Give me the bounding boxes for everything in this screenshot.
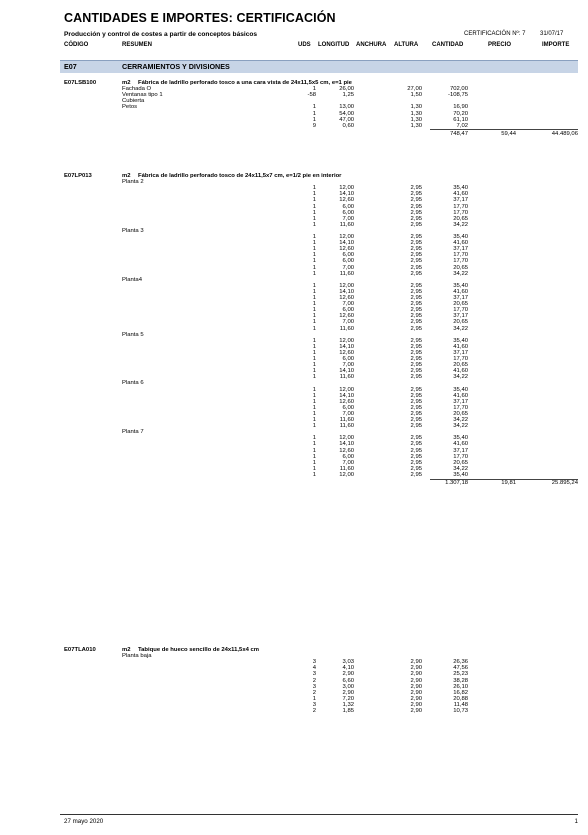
measurement-cantidad: 20,65 xyxy=(453,362,468,369)
measurement-uds: 3 xyxy=(312,683,316,690)
measurement-altura: 1,30 xyxy=(410,104,422,111)
measurement-cantidad: 26,36 xyxy=(453,659,468,666)
measurement-altura: 2,95 xyxy=(410,295,422,301)
item-amount: 25.895,24 xyxy=(551,480,578,487)
measurement-uds: 1 xyxy=(312,116,316,123)
item-code: E07TLA010 xyxy=(64,647,96,653)
column-header-code: CÓDIGO xyxy=(64,42,89,48)
measurement-altura: 2,95 xyxy=(410,221,422,228)
measurement-longitud: 6,00 xyxy=(342,252,354,259)
measurement-altura: 2,95 xyxy=(410,252,422,259)
measurement-altura: 2,95 xyxy=(410,465,422,472)
item-code: E07LP013 xyxy=(64,173,92,179)
measurement-uds: 1 xyxy=(312,288,316,295)
measurement-cantidad: 34,22 xyxy=(453,221,468,228)
measurement-uds: 1 xyxy=(312,252,316,259)
measurement-altura: 2,95 xyxy=(410,392,422,399)
measurement-longitud: 12,00 xyxy=(339,386,354,393)
measurement-uds: 1 xyxy=(312,270,316,277)
measurement-cantidad: 37,17 xyxy=(453,349,468,356)
measurement-cantidad: 34,22 xyxy=(453,417,468,423)
measurement-cantidad: -108,75 xyxy=(448,92,468,99)
measurement-longitud: 7,00 xyxy=(342,301,354,308)
measurement-uds: 1 xyxy=(312,356,316,362)
measurement-altura: 2,95 xyxy=(410,374,422,381)
measurement-longitud: 7,00 xyxy=(342,264,354,271)
measurement-altura: 2,95 xyxy=(410,356,422,362)
measurement-longitud: 11,60 xyxy=(339,325,354,332)
measurement-cantidad: 37,17 xyxy=(453,295,468,301)
measurement-cantidad: 37,17 xyxy=(453,197,468,204)
measurement-altura: 2,95 xyxy=(410,240,422,247)
measurement-longitud: 3,00 xyxy=(342,683,354,690)
measurement-altura: 2,95 xyxy=(410,459,422,466)
measurement-longitud: 12,60 xyxy=(339,246,354,253)
measurement-longitud: 6,00 xyxy=(342,404,354,411)
measurement-altura: 1,30 xyxy=(410,116,422,123)
measurement-cantidad: 37,17 xyxy=(453,447,468,454)
measurement-cantidad: 35,40 xyxy=(453,234,468,240)
measurement-longitud: 1,25 xyxy=(342,92,354,99)
measurement-altura: 2,90 xyxy=(410,695,422,702)
measurement-uds: 1 xyxy=(312,695,316,702)
measurement-cantidad: 41,60 xyxy=(453,343,468,350)
measurement-altura: 2,95 xyxy=(410,234,422,240)
measurement-longitud: 7,00 xyxy=(342,362,354,369)
measurement-altura: 2,95 xyxy=(410,307,422,314)
measurement-cantidad: 61,10 xyxy=(453,116,468,123)
measurement-cantidad: 17,70 xyxy=(453,307,468,314)
measurement-altura: 2,90 xyxy=(410,671,422,678)
measurement-cantidad: 37,17 xyxy=(453,313,468,320)
measurement-uds: 1 xyxy=(312,362,316,369)
measurement-longitud: 26,00 xyxy=(339,86,354,93)
measurement-cantidad: 41,60 xyxy=(453,368,468,375)
measurement-altura: 2,95 xyxy=(410,398,422,405)
measurement-uds: 1 xyxy=(312,209,316,216)
measurement-altura: 2,95 xyxy=(410,191,422,198)
measurement-uds: 1 xyxy=(312,441,316,448)
measurement-altura: 2,95 xyxy=(410,441,422,448)
measurement-altura: 2,95 xyxy=(410,203,422,210)
measurement-uds: 1 xyxy=(312,104,316,111)
measurement-longitud: 7,20 xyxy=(342,695,354,702)
measurement-cantidad: 41,60 xyxy=(453,191,468,198)
measurement-longitud: 12,00 xyxy=(339,234,354,240)
measurement-cantidad: 7,02 xyxy=(456,122,468,129)
measurement-altura: 2,95 xyxy=(410,362,422,369)
measurement-altura: 2,95 xyxy=(410,417,422,423)
measurement-altura: 2,95 xyxy=(410,386,422,393)
measurement-cantidad: 20,65 xyxy=(453,215,468,222)
measurement-cantidad: 41,60 xyxy=(453,392,468,399)
measurement-altura: 1,50 xyxy=(410,92,422,99)
measurement-altura: 2,95 xyxy=(410,197,422,204)
measurement-altura: 2,90 xyxy=(410,708,422,714)
measurement-longitud: 12,60 xyxy=(339,313,354,320)
measurement-uds: 1 xyxy=(312,258,316,265)
item-unit: m2 xyxy=(122,80,131,86)
measurement-uds: 3 xyxy=(312,659,316,666)
item-description: Fábrica de ladrillo perforado tosco de 24x11,5x7 cm, e=1/2 pie en interior xyxy=(138,173,342,179)
measurement-longitud: 14,10 xyxy=(339,392,354,399)
measurement-longitud: 6,00 xyxy=(342,356,354,362)
measurement-longitud: 12,60 xyxy=(339,447,354,454)
measurement-altura: 2,95 xyxy=(410,185,422,192)
measurement-uds: 1 xyxy=(312,410,316,417)
measurement-altura: 2,95 xyxy=(410,453,422,460)
measurement-cantidad: 16,82 xyxy=(453,689,468,696)
measurement-label: Planta 3 xyxy=(122,227,144,234)
measurement-altura: 2,90 xyxy=(410,689,422,696)
measurement-cantidad: 17,70 xyxy=(453,453,468,460)
page-subtitle: Producción y control de costes a partir de conceptos básicos xyxy=(64,31,258,38)
measurement-altura: 2,95 xyxy=(410,301,422,308)
measurement-longitud: 11,60 xyxy=(339,423,354,430)
measurement-cantidad: 35,40 xyxy=(453,337,468,344)
measurement-cantidad: 11,48 xyxy=(453,701,468,708)
measurement-label: Planta 5 xyxy=(122,331,144,338)
measurement-cantidad: 41,60 xyxy=(453,288,468,295)
measurement-altura: 2,95 xyxy=(410,313,422,320)
measurement-cantidad: 25,23 xyxy=(453,671,468,678)
measurement-uds: 4 xyxy=(312,665,316,672)
measurement-cantidad: 47,56 xyxy=(453,665,468,672)
measurement-altura: 2,95 xyxy=(410,337,422,344)
measurement-uds: 1 xyxy=(312,374,316,381)
column-header-anchura: ANCHURA xyxy=(356,42,387,48)
measurement-label: Ventanas tipo 1 xyxy=(122,92,163,99)
measurement-uds: 2 xyxy=(312,708,316,714)
measurement-altura: 2,95 xyxy=(410,264,422,271)
measurement-label: Planta 6 xyxy=(122,380,144,387)
measurement-cantidad: 37,17 xyxy=(453,398,468,405)
measurement-longitud: 7,00 xyxy=(342,319,354,326)
chapter-code: E07 xyxy=(64,62,77,71)
measurement-uds: 1 xyxy=(312,343,316,350)
measurement-altura: 2,95 xyxy=(410,404,422,411)
measurement-uds: 1 xyxy=(312,295,316,301)
measurement-label: Planta 2 xyxy=(122,179,144,186)
measurement-cantidad: 17,70 xyxy=(453,356,468,362)
measurement-cantidad: 38,28 xyxy=(453,677,468,684)
measurement-uds: 1 xyxy=(312,386,316,393)
measurement-cantidad: 35,40 xyxy=(453,386,468,393)
measurement-longitud: 2,90 xyxy=(342,671,354,678)
chapter-title: CERRAMIENTOS Y DIVISIONES xyxy=(122,62,230,71)
measurement-altura: 2,95 xyxy=(410,270,422,277)
measurement-uds: 1 xyxy=(312,447,316,454)
measurement-uds: 1 xyxy=(312,264,316,271)
measurement-cantidad: 35,40 xyxy=(453,185,468,192)
measurement-uds: 1 xyxy=(312,453,316,460)
column-header-importe: IMPORTE xyxy=(542,42,570,48)
measurement-uds: 2 xyxy=(312,677,316,684)
measurement-longitud: 54,00 xyxy=(339,110,354,117)
measurement-uds: 1 xyxy=(312,185,316,192)
measurement-altura: 2,90 xyxy=(410,701,422,708)
measurement-uds: 1 xyxy=(312,319,316,326)
measurement-longitud: 6,00 xyxy=(342,258,354,265)
measurement-uds: 1 xyxy=(312,404,316,411)
measurement-cantidad: 70,20 xyxy=(453,110,468,117)
measurement-uds: 2 xyxy=(312,689,316,696)
measurement-altura: 1,30 xyxy=(410,122,422,129)
measurement-longitud: 6,60 xyxy=(342,677,354,684)
measurement-longitud: 4,10 xyxy=(342,665,354,672)
measurement-longitud: 14,10 xyxy=(339,240,354,247)
measurement-altura: 2,95 xyxy=(410,343,422,350)
measurement-uds: 1 xyxy=(312,313,316,320)
column-header-uds: UDS xyxy=(298,42,311,48)
measurement-altura: 2,95 xyxy=(410,435,422,442)
measurement-uds: 1 xyxy=(312,459,316,466)
measurement-label: Petos xyxy=(122,104,138,111)
measurement-uds: 1 xyxy=(312,392,316,399)
measurement-cantidad: 16,90 xyxy=(453,104,468,111)
measurement-cantidad: 20,65 xyxy=(453,410,468,417)
column-header-summary: RESUMEN xyxy=(122,42,153,48)
measurement-longitud: 12,60 xyxy=(339,398,354,405)
measurement-longitud: 7,00 xyxy=(342,215,354,222)
measurement-uds: 1 xyxy=(312,86,316,93)
measurement-longitud: 12,60 xyxy=(339,349,354,356)
item-price: 19,81 xyxy=(501,480,516,487)
measurement-uds: 1 xyxy=(312,240,316,247)
measurement-altura: 2,95 xyxy=(410,423,422,430)
measurement-cantidad: 41,60 xyxy=(453,240,468,247)
certification-date: 31/07/17 xyxy=(540,31,564,37)
measurement-longitud: 13,00 xyxy=(339,104,354,111)
measurement-longitud: 14,10 xyxy=(339,191,354,198)
measurement-uds: 1 xyxy=(312,282,316,289)
measurement-altura: 2,90 xyxy=(410,659,422,666)
measurement-cantidad: 34,22 xyxy=(453,423,468,430)
measurement-longitud: 6,00 xyxy=(342,453,354,460)
measurement-cantidad: 34,22 xyxy=(453,325,468,332)
item-description: Tabique de hueco sencillo de 24x11,5x4 cm xyxy=(138,647,260,653)
measurement-uds: 1 xyxy=(312,349,316,356)
measurement-longitud: 14,10 xyxy=(339,288,354,295)
measurement-cantidad: 17,70 xyxy=(453,203,468,210)
measurement-uds: 1 xyxy=(312,191,316,198)
measurement-longitud: 14,10 xyxy=(339,368,354,375)
measurement-cantidad: 20,65 xyxy=(453,301,468,308)
measurement-altura: 2,95 xyxy=(410,410,422,417)
measurement-uds: 1 xyxy=(312,301,316,308)
measurement-altura: 27,00 xyxy=(407,86,422,93)
measurement-longitud: 7,00 xyxy=(342,459,354,466)
measurement-uds: 1 xyxy=(312,221,316,228)
measurement-altura: 2,90 xyxy=(410,683,422,690)
item-total-quantity: 1.307,18 xyxy=(445,480,468,487)
measurement-uds: 1 xyxy=(312,471,316,478)
measurement-longitud: 11,60 xyxy=(339,465,354,472)
measurement-altura: 2,95 xyxy=(410,246,422,253)
measurement-altura: 2,95 xyxy=(410,282,422,289)
measurement-uds: 1 xyxy=(312,203,316,210)
measurement-longitud: 12,00 xyxy=(339,337,354,344)
measurement-label: Planta4 xyxy=(122,276,142,283)
measurement-longitud: 12,60 xyxy=(339,295,354,301)
measurement-uds: 1 xyxy=(312,435,316,442)
item-price: 59,44 xyxy=(501,131,516,137)
item-unit: m2 xyxy=(122,647,131,653)
measurement-cantidad: 20,88 xyxy=(453,695,468,702)
measurement-uds: 1 xyxy=(312,197,316,204)
measurement-cantidad: 702,00 xyxy=(449,86,468,93)
measurement-cantidad: 20,65 xyxy=(453,319,468,326)
measurement-cantidad: 37,17 xyxy=(453,246,468,253)
column-header-altura: ALTURA xyxy=(394,42,419,48)
measurement-longitud: 6,00 xyxy=(342,307,354,314)
measurement-longitud: 14,10 xyxy=(339,343,354,350)
measurement-cantidad: 35,40 xyxy=(453,471,468,478)
measurement-cantidad: 10,73 xyxy=(453,708,468,714)
measurement-label: Planta baja xyxy=(122,653,152,660)
item-unit: m2 xyxy=(122,173,131,179)
measurement-cantidad: 35,40 xyxy=(453,282,468,289)
measurement-longitud: 6,00 xyxy=(342,209,354,216)
column-header-precio: PRECIO xyxy=(488,42,512,48)
measurement-uds: 1 xyxy=(312,368,316,375)
measurement-cantidad: 17,70 xyxy=(453,209,468,216)
measurement-altura: 1,30 xyxy=(410,110,422,117)
measurement-longitud: 11,60 xyxy=(339,270,354,277)
measurement-uds: 1 xyxy=(312,398,316,405)
measurement-cantidad: 41,60 xyxy=(453,441,468,448)
measurement-longitud: 12,60 xyxy=(339,197,354,204)
measurement-uds: 1 xyxy=(312,234,316,240)
measurement-uds: 1 xyxy=(312,246,316,253)
measurement-cantidad: 17,70 xyxy=(453,404,468,411)
measurement-cantidad: 34,22 xyxy=(453,465,468,472)
measurement-longitud: 12,00 xyxy=(339,471,354,478)
measurement-cantidad: 20,65 xyxy=(453,459,468,466)
item-amount: 44.489,06 xyxy=(551,131,578,137)
measurement-longitud: 11,60 xyxy=(339,417,354,423)
measurement-uds: 1 xyxy=(312,325,316,332)
footer-line xyxy=(60,814,578,815)
item-code: E07LSB100 xyxy=(64,80,97,86)
measurement-cantidad: 17,70 xyxy=(453,258,468,265)
measurement-uds: 1 xyxy=(312,465,316,472)
measurement-longitud: 11,60 xyxy=(339,221,354,228)
measurement-uds: 1 xyxy=(312,307,316,314)
certification-number: CERTIFICACIÓN Nº: 7 xyxy=(464,31,526,37)
footer-date: 27 mayo 2020 xyxy=(64,818,104,825)
measurement-uds: 1 xyxy=(312,337,316,344)
measurement-label: Cubierta xyxy=(122,98,145,105)
measurement-longitud: 12,00 xyxy=(339,282,354,289)
measurement-uds: 1 xyxy=(312,215,316,222)
measurement-longitud: 14,10 xyxy=(339,441,354,448)
measurement-altura: 2,95 xyxy=(410,368,422,375)
measurement-label: Planta 7 xyxy=(122,429,144,436)
footer-page-number: 1 xyxy=(574,818,578,825)
item-description: Fábrica de ladrillo perforado tosco a una cara vista de 24x11,5x5 cm, e=1 pie xyxy=(138,80,352,86)
measurement-longitud: 3,03 xyxy=(342,659,354,666)
measurement-longitud: 12,00 xyxy=(339,435,354,442)
measurement-altura: 2,95 xyxy=(410,325,422,332)
measurement-longitud: 11,60 xyxy=(339,374,354,381)
measurement-cantidad: 34,22 xyxy=(453,374,468,381)
measurement-cantidad: 34,22 xyxy=(453,270,468,277)
measurement-longitud: 47,00 xyxy=(339,116,354,123)
measurement-uds: 1 xyxy=(312,423,316,430)
measurement-altura: 2,95 xyxy=(410,319,422,326)
measurement-uds: 3 xyxy=(312,671,316,678)
measurement-longitud: 1,32 xyxy=(342,701,354,708)
measurement-altura: 2,90 xyxy=(410,665,422,672)
measurement-altura: 2,95 xyxy=(410,209,422,216)
measurement-cantidad: 17,70 xyxy=(453,252,468,259)
measurement-longitud: 1,85 xyxy=(342,708,354,714)
measurement-longitud: 6,00 xyxy=(342,203,354,210)
measurement-longitud: 12,00 xyxy=(339,185,354,192)
item-total-quantity: 748,47 xyxy=(449,131,468,137)
measurement-longitud: 7,00 xyxy=(342,410,354,417)
column-header-longitud: LONGITUD xyxy=(318,42,350,48)
measurement-uds: 3 xyxy=(312,701,316,708)
measurement-cantidad: 35,40 xyxy=(453,435,468,442)
measurement-altura: 2,90 xyxy=(410,677,422,684)
measurement-cantidad: 26,10 xyxy=(453,683,468,690)
measurement-altura: 2,95 xyxy=(410,215,422,222)
measurement-altura: 2,95 xyxy=(410,471,422,478)
measurement-altura: 2,95 xyxy=(410,447,422,454)
measurement-longitud: 2,90 xyxy=(342,689,354,696)
measurement-cantidad: 20,65 xyxy=(453,264,468,271)
page-title: CANTIDADES E IMPORTES: CERTIFICACIÓN xyxy=(64,11,336,25)
measurement-uds: -58 xyxy=(307,92,316,99)
measurement-uds: 1 xyxy=(312,417,316,423)
column-header-cantidad: CANTIDAD xyxy=(432,42,464,48)
measurement-altura: 2,95 xyxy=(410,258,422,265)
measurement-longitud: 0,60 xyxy=(342,122,354,129)
measurement-uds: 1 xyxy=(312,110,316,117)
measurement-uds: 9 xyxy=(312,122,316,129)
measurement-altura: 2,95 xyxy=(410,288,422,295)
measurement-altura: 2,95 xyxy=(410,349,422,356)
measurement-label: Fachada O xyxy=(122,86,152,93)
